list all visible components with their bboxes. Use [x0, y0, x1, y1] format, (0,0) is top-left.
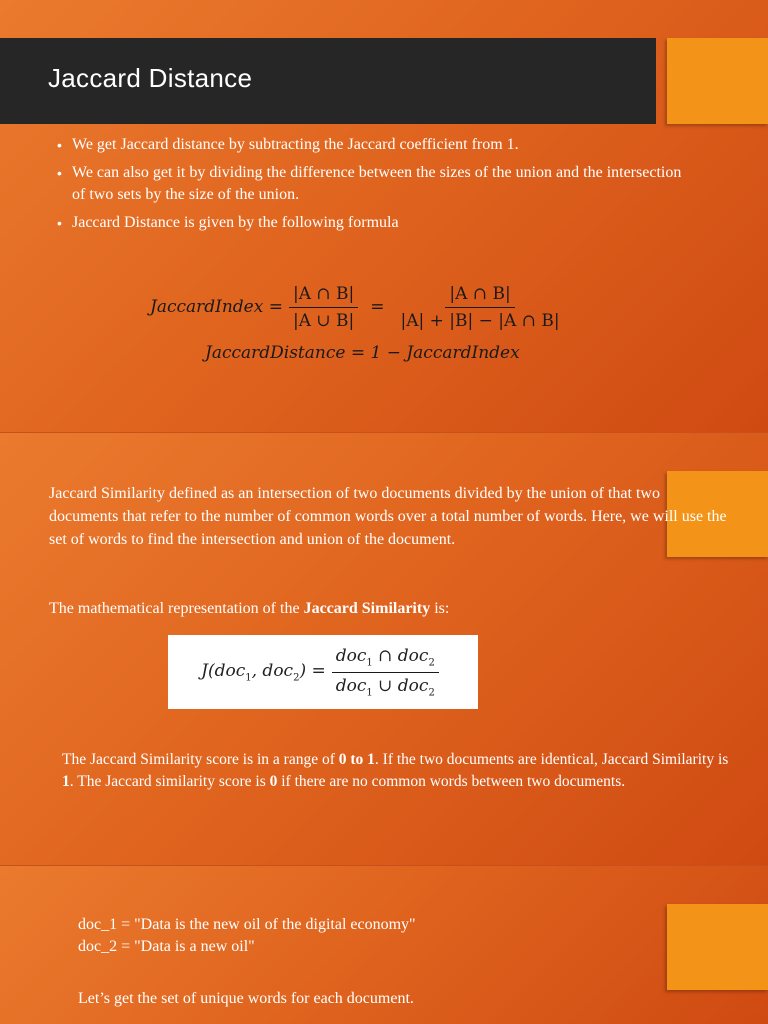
- score-text: The Jaccard Similarity score is in a range of: [62, 751, 339, 768]
- subscript: 2: [428, 686, 435, 698]
- representation-bold: Jaccard Similarity: [303, 600, 431, 617]
- fraction-numerator: [332, 646, 439, 672]
- equals-sign: =: [370, 297, 385, 317]
- subscript: 2: [293, 672, 300, 684]
- similarity-fraction: [332, 646, 439, 698]
- slide-title: Jaccard Distance: [48, 63, 253, 93]
- formula-text: ∩ doc: [372, 646, 429, 667]
- fraction-denominator: |A| + |B| − |A ∩ B|: [400, 310, 560, 331]
- formula-text: ) =: [299, 660, 326, 681]
- formula-text: ∪ doc: [372, 675, 429, 696]
- score-bold: 0: [269, 773, 278, 790]
- formula-text: J(doc: [201, 660, 246, 681]
- unique-words-line: Let’s get the set of unique words for each document.: [78, 990, 414, 1007]
- fraction-numerator: |A ∩ B|: [289, 284, 358, 308]
- doc2-line: doc_2 = "Data is a new oil": [78, 938, 255, 955]
- fraction-denominator: [332, 673, 439, 698]
- fraction-denominator: |A ∪ B|: [292, 310, 355, 331]
- score-text: . If the two documents are identical, Jaccard Similarity is: [374, 751, 729, 768]
- formula-lhs: JaccardIndex =: [150, 297, 283, 317]
- score-bold: 1: [62, 773, 70, 790]
- fraction-intersection-over-union: [289, 284, 358, 331]
- score-paragraph: [62, 749, 742, 793]
- subscript: 1: [366, 657, 373, 669]
- doc1-line: doc_1 = "Data is the new oil of the digital economy": [78, 916, 416, 933]
- bullet-item: • We can also get it by dividing the difference between the sizes of the union and the intersection of two sets by the size of the union.: [56, 162, 696, 206]
- slide-jaccard-similarity: [0, 433, 768, 865]
- document-definitions: [78, 914, 678, 958]
- accent-block: [667, 904, 768, 990]
- slide-jaccard-distance: [0, 0, 768, 432]
- subscript: 1: [366, 686, 373, 698]
- subscript: 1: [245, 672, 252, 684]
- score-text: . The Jaccard similarity score is: [69, 773, 270, 790]
- bullet-list: [56, 134, 696, 240]
- slide-documents: [0, 866, 768, 1024]
- similarity-formula: [201, 661, 326, 683]
- fraction-numerator: |A ∩ B|: [445, 284, 514, 308]
- formula-text: doc: [335, 675, 367, 696]
- representation-suffix: is:: [430, 600, 450, 617]
- representation-prefix: The mathematical representation of the: [49, 600, 304, 617]
- representation-line: [49, 597, 689, 620]
- bullet-item: • We get Jaccard distance by subtracting the Jaccard coefficient from 1.: [56, 134, 696, 156]
- similarity-formula-box: [168, 635, 478, 709]
- jaccard-index-formula: [150, 272, 570, 342]
- formula-text: doc: [335, 646, 367, 667]
- similarity-paragraph: Jaccard Similarity defined as an intersection of two documents divided by the union of that two documents that refer to the number of common words over a total number of words. Here, we will use the set of words to find the intersection and union of the document.: [49, 485, 727, 548]
- accent-block: [667, 38, 768, 124]
- fraction-expanded: [397, 284, 564, 331]
- score-bold: 0 to 1: [338, 751, 375, 768]
- score-text: if there are no common words between two documents.: [277, 773, 626, 790]
- bullet-item: • Jaccard Distance is given by the following formula: [56, 212, 696, 234]
- subscript: 2: [428, 657, 435, 669]
- jaccard-distance-formula: JaccardDistance = 1 − JaccardIndex: [205, 343, 520, 363]
- formula-text: , doc: [251, 660, 294, 681]
